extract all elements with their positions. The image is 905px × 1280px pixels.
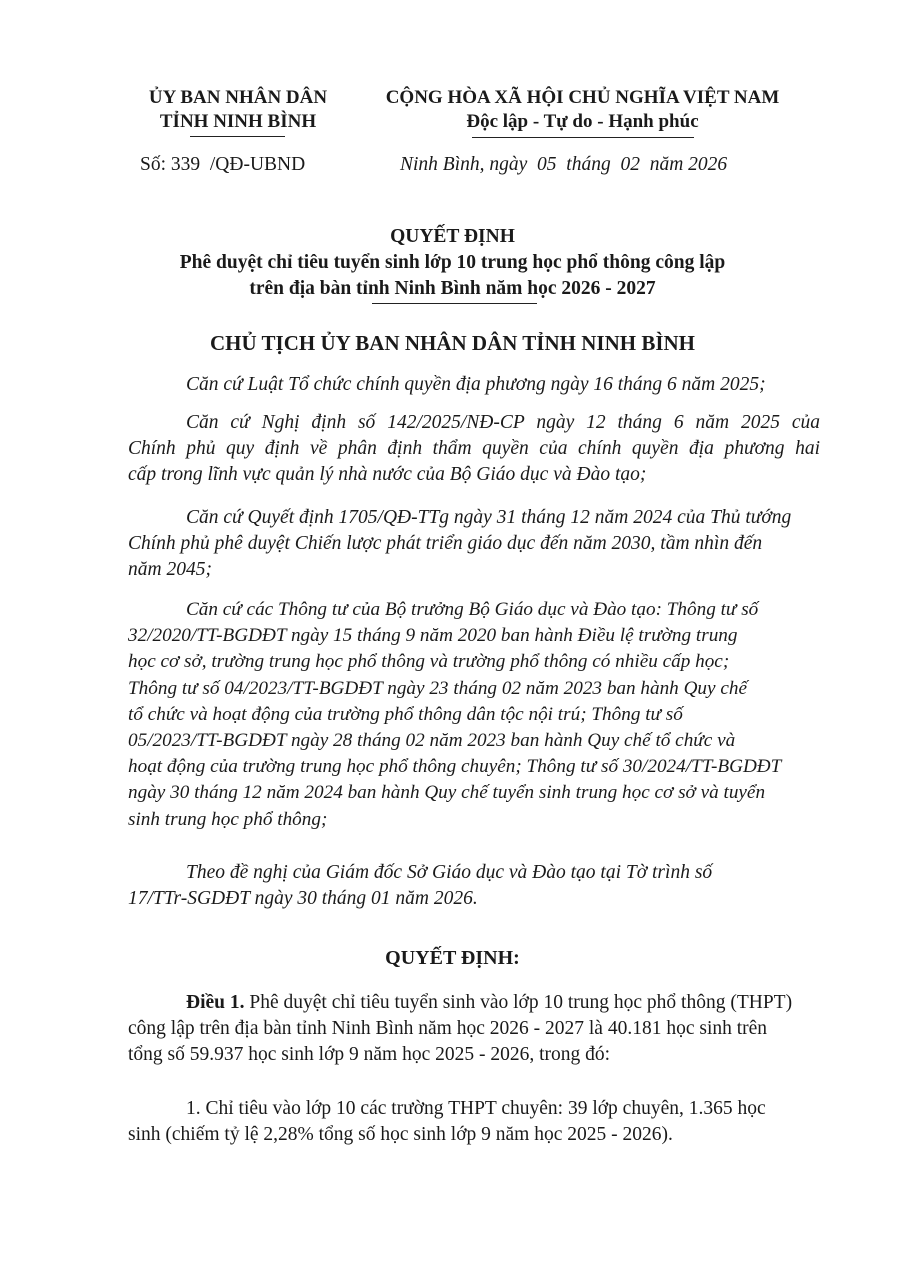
- national-title: CỘNG HÒA XÃ HỘI CHỦ NGHĨA VIỆT NAM: [385, 87, 780, 108]
- preamble-line: học cơ sở, trường trung học phổ thông và trường phổ thông có nhiều cấp học;: [128, 651, 730, 673]
- document-number: Số: 339 /QĐ-UBND: [140, 154, 306, 175]
- preamble-line: cấp trong lĩnh vực quản lý nhà nước của Bộ Giáo dục và Đào tạo;: [128, 464, 647, 486]
- issuing-authority: CHỦ TỊCH ỦY BAN NHÂN DÂN TỈNH NINH BÌNH: [210, 331, 695, 355]
- article-1: [128, 990, 820, 1069]
- national-motto: Độc lập - Tự do - Hạnh phúc: [466, 111, 699, 132]
- preamble-line: Căn cứ Nghị định số 142/2025/NĐ-CP ngày 12 tháng 6 năm 2025 của: [186, 412, 820, 433]
- document-subject-line2: trên địa bàn tỉnh Ninh Bình năm học 2026 - 2027: [249, 278, 656, 299]
- preamble-line: Chính phủ phê duyệt Chiến lược phát triển giáo dục đến năm 2030, tầm nhìn đến: [128, 533, 763, 555]
- place-and-date: Ninh Bình, ngày 05 tháng 02 năm 2026: [400, 154, 728, 175]
- preamble-decision-1705: [128, 505, 820, 584]
- preamble-local-government-law: [128, 372, 820, 398]
- article-1-item-1: [128, 1096, 820, 1148]
- article-1-text: Phê duyệt chỉ tiêu tuyển sinh vào lớp 10 trung học phổ thông (THPT): [244, 992, 793, 1013]
- preamble-line: hoạt động của trường trung học phổ thông chuyên; Thông tư số 30/2024/TT-BGDĐT: [128, 756, 782, 778]
- document-subject-line1: Phê duyệt chỉ tiêu tuyển sinh lớp 10 trung học phổ thông công lập: [179, 252, 726, 273]
- title-underline: [372, 303, 537, 304]
- preamble-line: Theo đề nghị của Giám đốc Sở Giáo dục và Đào tạo tại Tờ trình số: [186, 862, 713, 883]
- preamble-line: Căn cứ Luật Tổ chức chính quyền địa phương ngày 16 tháng 6 năm 2025;: [186, 374, 766, 395]
- preamble-line: 32/2020/TT-BGDĐT ngày 15 tháng 9 năm 2020 ban hành Điều lệ trường trung: [128, 625, 738, 647]
- preamble-line: Căn cứ các Thông tư của Bộ trưởng Bộ Giáo dục và Đào tạo: Thông tư số: [186, 599, 759, 620]
- preamble-line: 05/2023/TT-BGDĐT ngày 28 tháng 02 năm 2023 ban hành Quy chế tổ chức và: [128, 730, 736, 752]
- preamble-line: Thông tư số 04/2023/TT-BGDĐT ngày 23 tháng 02 năm 2023 ban hành Quy chế: [128, 677, 747, 699]
- article-1-line: tổng số 59.937 học sinh lớp 9 năm học 2025 - 2026, trong đó:: [128, 1044, 611, 1066]
- issuing-agency-line1: ỦY BAN NHÂN DÂN: [148, 87, 328, 108]
- agency-underline: [190, 136, 285, 137]
- article-1-line: công lập trên địa bàn tỉnh Ninh Bình năm học 2026 - 2027 là 40.181 học sinh trên: [128, 1018, 768, 1040]
- decision-heading: QUYẾT ĐỊNH:: [385, 947, 520, 969]
- item-1-line: sinh (chiếm tỷ lệ 2,28% tổng số học sinh lớp 9 năm học 2025 - 2026).: [128, 1124, 673, 1146]
- motto-underline: [472, 137, 694, 138]
- preamble-circulars: [128, 597, 820, 833]
- preamble-line: Căn cứ Quyết định 1705/QĐ-TTg ngày 31 tháng 12 năm 2024 của Thủ tướng: [186, 507, 792, 528]
- document-kind: QUYẾT ĐỊNH: [390, 226, 515, 247]
- preamble-line: năm 2045;: [128, 559, 212, 581]
- issuing-agency-line2: TỈNH NINH BÌNH: [159, 111, 317, 132]
- preamble-decree-142: [128, 410, 820, 489]
- preamble-line: ngày 30 tháng 12 năm 2024 ban hành Quy chế tuyển sinh trung học cơ sở và tuyển: [128, 782, 766, 804]
- preamble-line: sinh trung học phổ thông;: [128, 808, 328, 830]
- article-1-label: Điều 1.: [186, 992, 245, 1013]
- preamble-proposal: [128, 860, 820, 912]
- preamble-line: Chính phủ quy định về phân định thẩm quyền của chính quyền địa phương hai: [128, 438, 820, 460]
- preamble-line: tổ chức và hoạt động của trường phổ thông dân tộc nội trú; Thông tư số: [128, 703, 683, 725]
- preamble-line: 17/TTr-SGDĐT ngày 30 tháng 01 năm 2026.: [128, 888, 478, 910]
- item-1-line: 1. Chỉ tiêu vào lớp 10 các trường THPT chuyên: 39 lớp chuyên, 1.365 học: [186, 1098, 766, 1119]
